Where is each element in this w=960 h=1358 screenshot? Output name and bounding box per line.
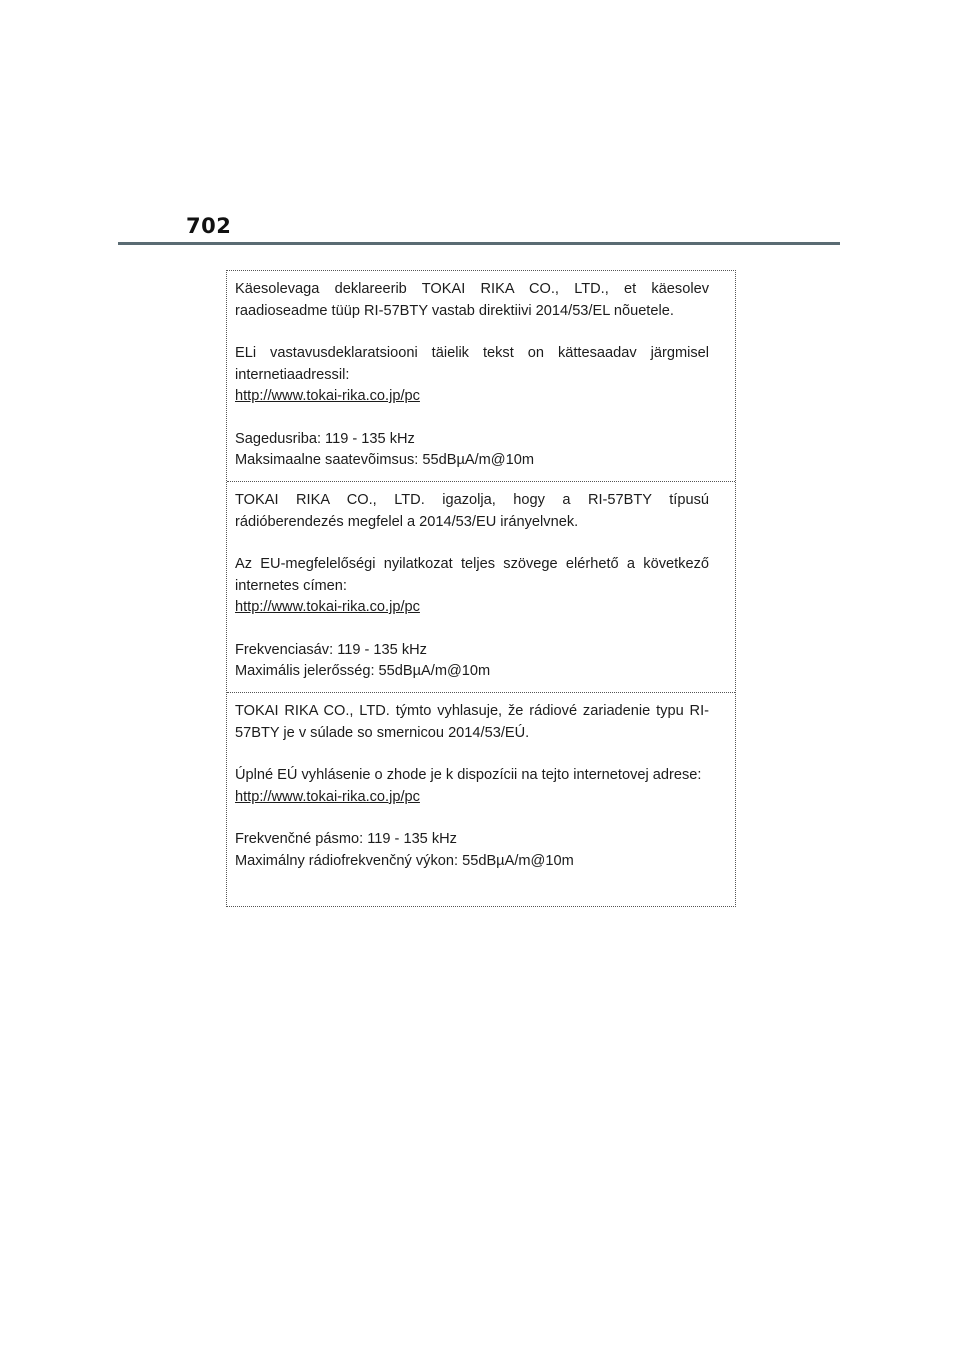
availability-label: ELi vastavusdeklaratsiooni täielik tekst on kättesaadav järgmisel internetiaadressil: (235, 345, 709, 383)
declaration-section-slovak (227, 693, 735, 906)
availability-text (235, 343, 709, 408)
declaration-url-link[interactable]: http://www.tokai-rika.co.jp/pc (235, 788, 420, 805)
declaration-url-link[interactable]: http://www.tokai-rika.co.jp/pc (235, 599, 420, 615)
frequency-band-text: Frekvenčné pásmo: 119 - 135 kHz (235, 831, 457, 847)
declaration-text: TOKAI RIKA CO., LTD. igazolja, hogy a RI-57BTY típusú rádióberendezés megfelel a 2014/53/EU irányelvnek. (235, 492, 709, 530)
declaration-text: TOKAI RIKA CO., LTD. týmto vyhlasuje, že rádiové zariadenie typu RI-57BTY je v súlade so smernicou 2014/53/EÚ. (235, 703, 709, 741)
declarations-box (226, 270, 736, 907)
availability-label: Az EU-megfelelőségi nyilatkozat teljes szövege elérhető a következő internetes címen: (235, 556, 709, 594)
spec-block (235, 429, 709, 472)
availability-text (235, 554, 709, 619)
declaration-section-estonian (227, 271, 735, 482)
spec-block (235, 640, 709, 683)
availability-label: Úplné EÚ vyhlásenie o zhode je k dispozícii na tejto internetovej adrese: (235, 767, 702, 783)
frequency-band-text: Frekvenciasáv: 119 - 135 kHz (235, 641, 427, 658)
availability-text (235, 765, 709, 808)
header-rule (118, 242, 840, 245)
declaration-text: Käesolevaga deklareerib TOKAI RIKA CO., LTD., et käesolev raadioseadme tüüp RI-57BTY vastab direktiivi 2014/53/EL nõuetele. (235, 281, 709, 319)
max-power-text: Maximálny rádiofrekvenčný výkon: 55dBµA/m@10m (235, 852, 574, 869)
declaration-url-link[interactable]: http://www.tokai-rika.co.jp/pc (235, 388, 420, 404)
max-power-text: Maksimaalne saatevõimsus: 55dBµA/m@10m (235, 452, 535, 468)
frequency-band-text: Sagedusriba: 119 - 135 kHz (235, 430, 415, 447)
max-power-text: Maximális jelerősség: 55dBµA/m@10m (235, 663, 491, 679)
spec-block (235, 829, 709, 872)
page-number: 702 (186, 214, 232, 238)
declaration-section-hungarian (227, 482, 735, 693)
